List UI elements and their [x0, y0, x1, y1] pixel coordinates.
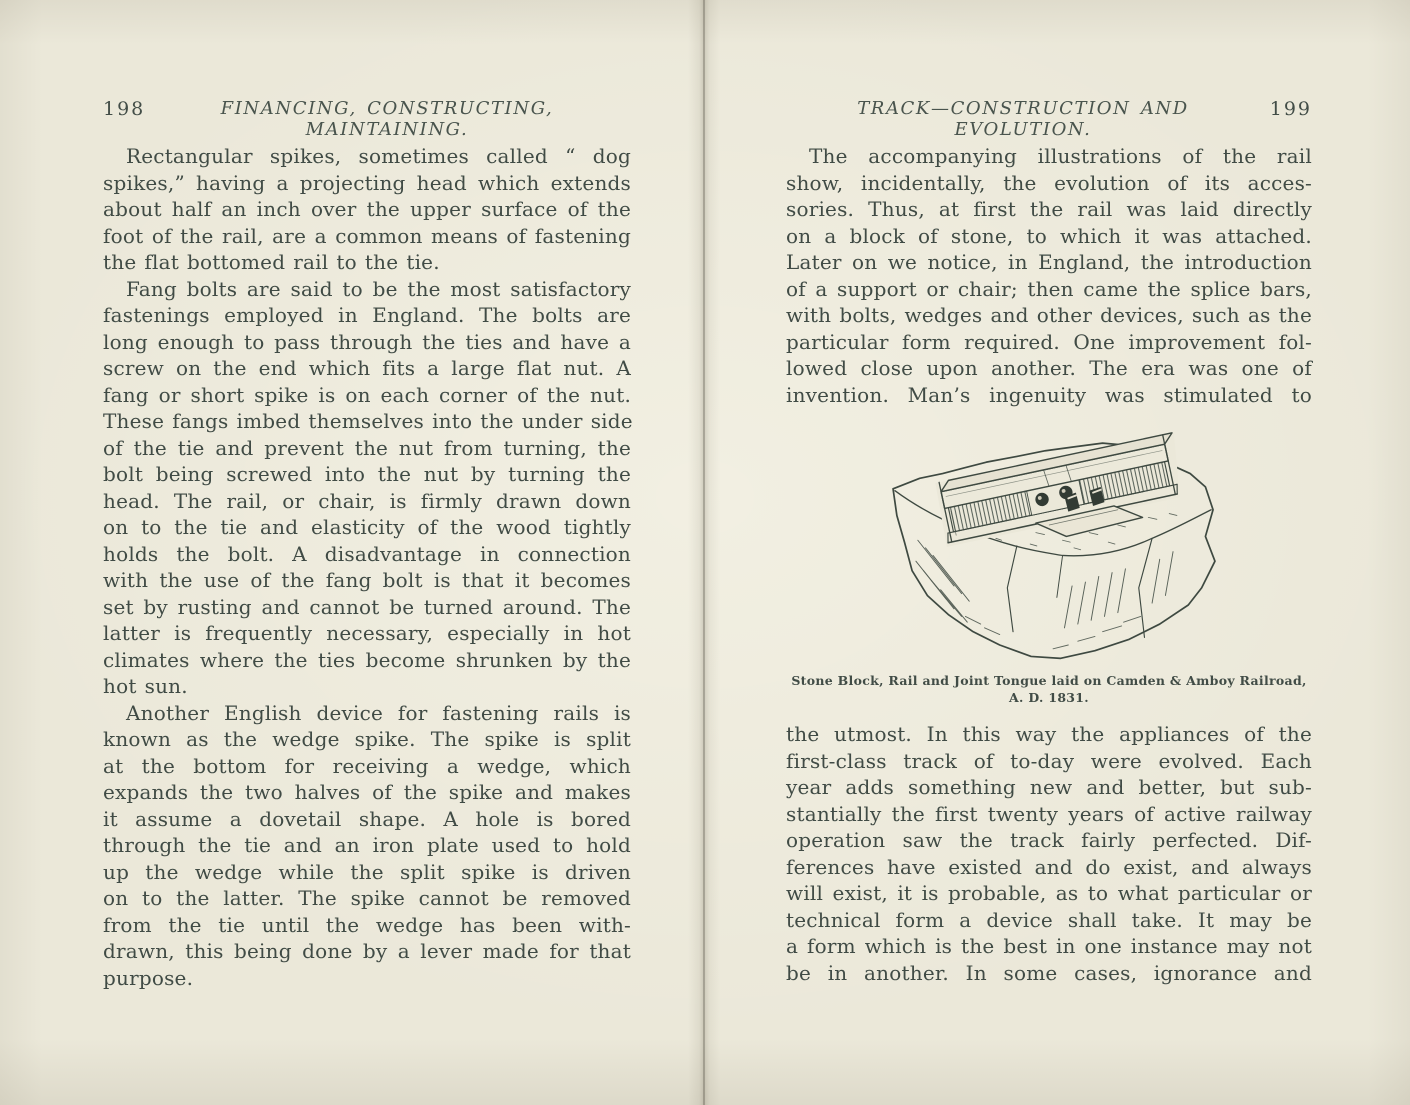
text-line: with bolts, wedges and other devices, such as the	[786, 303, 1312, 327]
text-line: Later on we notice, in England, the introduction	[786, 250, 1312, 274]
right-page	[786, 98, 1312, 986]
text-line: fang or short spike is on each corner of the nut.	[103, 382, 631, 407]
text-line: drawn, this being done by a lever made for that	[103, 939, 631, 963]
text-line: lowed close upon another. The era was one of	[786, 356, 1312, 380]
text-line: invention. Man’s ingenuity was stimulated to	[786, 382, 1312, 407]
text-line: technical form a device shall take. It may be	[786, 907, 1312, 932]
text-line: the flat bottomed rail to the tie.	[103, 250, 440, 274]
text-line: fastenings employed in England. The bolts are	[103, 303, 631, 327]
text-line: operation saw the track fairly perfected. Dif-	[786, 828, 1312, 852]
text-line: the utmost. In this way the appliances of the	[786, 722, 1312, 746]
text-line: These fangs imbed themselves into the under side	[103, 409, 633, 433]
left-page	[103, 98, 631, 991]
text-line: stantially the first twenty years of active railway	[786, 801, 1312, 826]
text-line: from the tie until the wedge has been with-	[103, 912, 631, 937]
paragraph-wedge-spike	[103, 700, 631, 992]
text-line: hot sun.	[103, 674, 188, 698]
text-line: on to the tie and elasticity of the wood tightly	[103, 515, 631, 539]
text-line: on a block of stone, to which it was attached.	[786, 223, 1312, 248]
figure-caption-line-1: Stone Block, Rail and Joint Tongue laid on Camden & Amboy Railroad,	[791, 673, 1307, 688]
text-line: with the use of the fang bolt is that it becomes	[103, 568, 631, 592]
text-line: bolt being screwed into the nut by turning the	[103, 462, 631, 486]
text-line: expands the two halves of the spike and makes	[103, 780, 631, 804]
text-line: about half an inch over the upper surface of the	[103, 197, 631, 221]
paragraph-rail-evolution	[786, 143, 1312, 408]
text-line: purpose.	[103, 965, 194, 990]
text-line: show, incidentally, the evolution of its acces-	[786, 170, 1312, 195]
text-line: through the tie and an iron plate used to hold	[103, 833, 631, 857]
text-line: holds the bolt. A disadvantage in connection	[103, 541, 631, 566]
text-line: up the wedge while the split spike is driven	[103, 859, 631, 884]
text-line: climates where the ties become shrunken by the	[103, 647, 631, 672]
text-line: foot of the rail, are a common means of fastening	[103, 223, 631, 248]
text-line: ferences have existed and do exist, and always	[786, 854, 1312, 879]
text-line: first-class track of to-day were evolved. Each	[786, 748, 1312, 773]
right-page-number: 199	[1269, 98, 1312, 120]
figure-stone-block	[786, 420, 1312, 706]
text-line: The accompanying illustrations of the rail	[809, 144, 1312, 168]
figure-caption-line-2: A. D. 1831.	[1009, 690, 1089, 705]
right-page-header	[786, 98, 1312, 140]
text-line: sories. Thus, at first the rail was laid directly	[786, 197, 1312, 221]
stone-block-rail-illustration-icon	[874, 420, 1274, 670]
text-line: Another English device for fastening rails is	[126, 700, 631, 725]
text-line: at the bottom for receiving a wedge, which	[103, 753, 631, 778]
text-line: set by rusting and cannot be turned around. The	[103, 594, 631, 619]
left-page-number: 198	[103, 98, 146, 120]
paragraph-track-perfected	[786, 721, 1312, 986]
text-line: particular form required. One improvement fol-	[786, 329, 1312, 354]
text-line: of the tie and prevent the nut from turning, the	[103, 435, 631, 460]
text-line: spikes,” having a projecting head which extends	[103, 170, 631, 195]
right-running-head: TRACK—CONSTRUCTION AND EVOLUTION.	[857, 98, 1189, 140]
paragraph-fang-bolts	[103, 276, 631, 700]
book-gutter-shadow	[688, 0, 720, 1105]
text-line: Rectangular spikes, sometimes called “ dog	[126, 144, 631, 168]
text-line: it assume a dovetail shape. A hole is bored	[103, 806, 631, 831]
text-line: on to the latter. The spike cannot be removed	[103, 886, 631, 910]
text-line: will exist, it is probable, as to what particular or	[786, 881, 1312, 905]
text-line: head. The rail, or chair, is firmly drawn down	[103, 488, 631, 513]
text-line: be in another. In some cases, ignorance and	[786, 960, 1312, 985]
text-line: screw on the end which fits a large flat nut. A	[103, 356, 631, 380]
text-line: latter is frequently necessary, especially in hot	[103, 621, 631, 645]
paragraph-dog-spikes	[103, 143, 631, 276]
text-line: Fang bolts are said to be the most satisfactory	[126, 276, 631, 301]
text-line: of a support or chair; then came the splice bars,	[786, 276, 1312, 301]
left-running-head: FINANCING, CONSTRUCTING, MAINTAINING.	[220, 98, 554, 140]
text-line: a form which is the best in one instance may not	[786, 934, 1312, 958]
text-line: long enough to pass through the ties and have a	[103, 329, 631, 354]
left-page-header	[103, 98, 631, 140]
text-line: year adds something new and better, but sub-	[786, 775, 1312, 799]
text-line: known as the wedge spike. The spike is split	[103, 727, 631, 751]
